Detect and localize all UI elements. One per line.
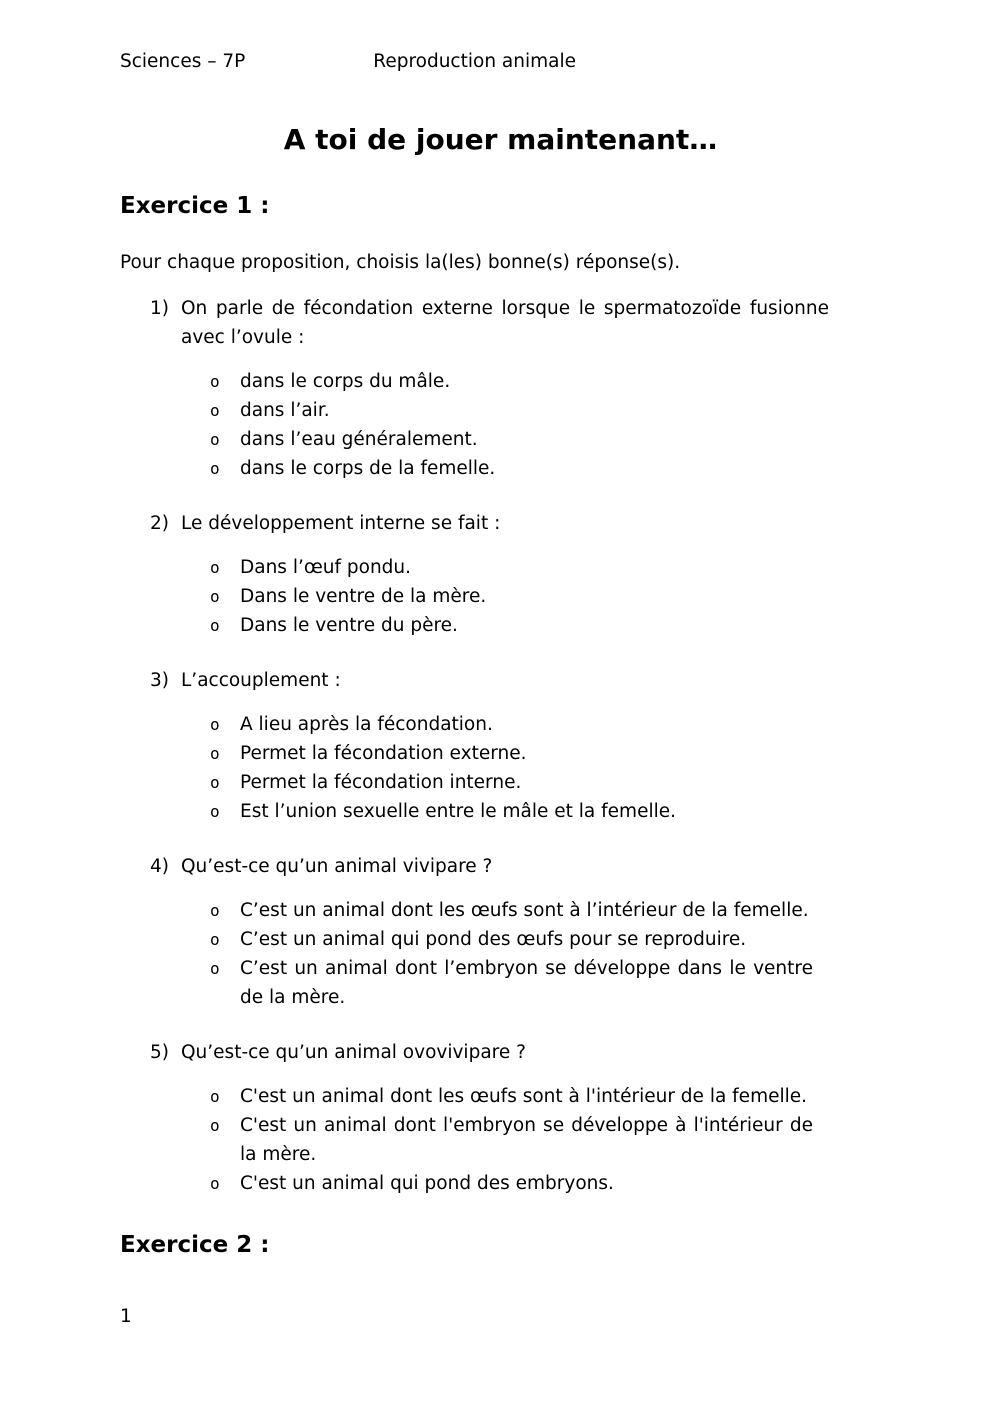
question-text: Qu’est-ce qu’un animal ovovivipare ? xyxy=(181,1042,526,1063)
option-text: dans l’air. xyxy=(240,400,330,421)
question-row xyxy=(150,852,881,881)
option-bullet: o xyxy=(210,901,220,920)
question-number: 3) xyxy=(150,670,169,691)
option-1 xyxy=(210,367,881,396)
option-text: Permet la fécondation interne. xyxy=(240,772,522,793)
question-text: Qu’est-ce qu’un animal vivipare ? xyxy=(181,856,493,877)
option-bullet: o xyxy=(210,558,220,577)
option-text: dans le corps du mâle. xyxy=(240,371,451,392)
option-text: C'est un animal dont les œufs sont à l'intérieur de la femelle. xyxy=(240,1086,808,1107)
option-1 xyxy=(210,1082,881,1111)
exercise2-heading: Exercice 2 : xyxy=(120,1232,270,1258)
option-bullet: o xyxy=(210,715,220,734)
option-bullet: o xyxy=(210,802,220,821)
option-bullet: o xyxy=(210,430,220,449)
option-bullet: o xyxy=(210,372,220,391)
question-5 xyxy=(120,1038,881,1198)
option-3 xyxy=(210,954,881,1012)
page-number: 1 xyxy=(120,1306,132,1327)
question-number: 1) xyxy=(150,298,169,319)
question-number: 2) xyxy=(150,513,169,534)
question-row xyxy=(150,1038,881,1067)
option-3 xyxy=(210,611,881,640)
question-4 xyxy=(120,852,881,1012)
option-4 xyxy=(210,797,881,826)
question-number: 4) xyxy=(150,856,169,877)
option-3 xyxy=(210,768,881,797)
option-text: A lieu après la fécondation. xyxy=(240,714,493,735)
question-number: 5) xyxy=(150,1042,169,1063)
option-text: C'est un animal dont l'embryon se développe à l'intérieur de la mère. xyxy=(240,1115,813,1165)
option-bullet: o xyxy=(210,1116,220,1135)
option-bullet: o xyxy=(210,930,220,949)
option-text: Dans l’œuf pondu. xyxy=(240,557,412,578)
option-list xyxy=(210,1082,881,1198)
option-1 xyxy=(210,710,881,739)
option-bullet: o xyxy=(210,773,220,792)
option-text: C’est un animal dont l’embryon se développe dans le ventre de la mère. xyxy=(240,958,813,1008)
document-header xyxy=(120,47,881,76)
option-text: dans l’eau généralement. xyxy=(240,429,478,450)
option-1 xyxy=(210,553,881,582)
option-list xyxy=(210,710,881,826)
option-2 xyxy=(210,1111,881,1169)
option-list xyxy=(210,367,881,483)
option-2 xyxy=(210,739,881,768)
option-text: dans le corps de la femelle. xyxy=(240,458,496,479)
option-text: C’est un animal dont les œufs sont à l’intérieur de la femelle. xyxy=(240,900,809,921)
question-row xyxy=(150,666,881,695)
question-text: Le développement interne se fait : xyxy=(181,513,501,534)
option-text: Est l’union sexuelle entre le mâle et la femelle. xyxy=(240,801,676,822)
question-2 xyxy=(120,509,881,640)
option-bullet: o xyxy=(210,744,220,763)
header-subject: Reproduction animale xyxy=(373,51,577,72)
page-title: A toi de jouer maintenant… xyxy=(283,123,718,156)
question-1 xyxy=(120,294,881,483)
question-row xyxy=(150,294,881,352)
option-3 xyxy=(210,1169,881,1198)
option-text: Permet la fécondation externe. xyxy=(240,743,527,764)
question-list xyxy=(120,294,881,1198)
option-bullet: o xyxy=(210,1087,220,1106)
option-text: C'est un animal qui pond des embryons. xyxy=(240,1173,614,1194)
option-bullet: o xyxy=(210,959,220,978)
question-text: L’accouplement : xyxy=(181,670,341,691)
option-4 xyxy=(210,454,881,483)
question-3 xyxy=(120,666,881,826)
exercise1-instructions: Pour chaque proposition, choisis la(les) bonne(s) réponse(s). xyxy=(120,252,681,273)
exercise1-heading: Exercice 1 : xyxy=(120,193,270,219)
option-bullet: o xyxy=(210,616,220,635)
option-3 xyxy=(210,425,881,454)
option-bullet: o xyxy=(210,1174,220,1193)
option-text: Dans le ventre de la mère. xyxy=(240,586,487,607)
question-row xyxy=(150,509,881,538)
option-2 xyxy=(210,582,881,611)
option-list xyxy=(210,553,881,640)
option-bullet: o xyxy=(210,459,220,478)
option-list xyxy=(210,896,881,1012)
option-1 xyxy=(210,896,881,925)
option-2 xyxy=(210,925,881,954)
option-2 xyxy=(210,396,881,425)
question-text: On parle de fécondation externe lorsque le spermatozoïde fusionne avec l’ovule : xyxy=(181,298,829,348)
option-bullet: o xyxy=(210,587,220,606)
option-bullet: o xyxy=(210,401,220,420)
header-course: Sciences – 7P xyxy=(120,51,246,72)
option-text: C’est un animal qui pond des œufs pour se reproduire. xyxy=(240,929,747,950)
option-text: Dans le ventre du père. xyxy=(240,615,458,636)
